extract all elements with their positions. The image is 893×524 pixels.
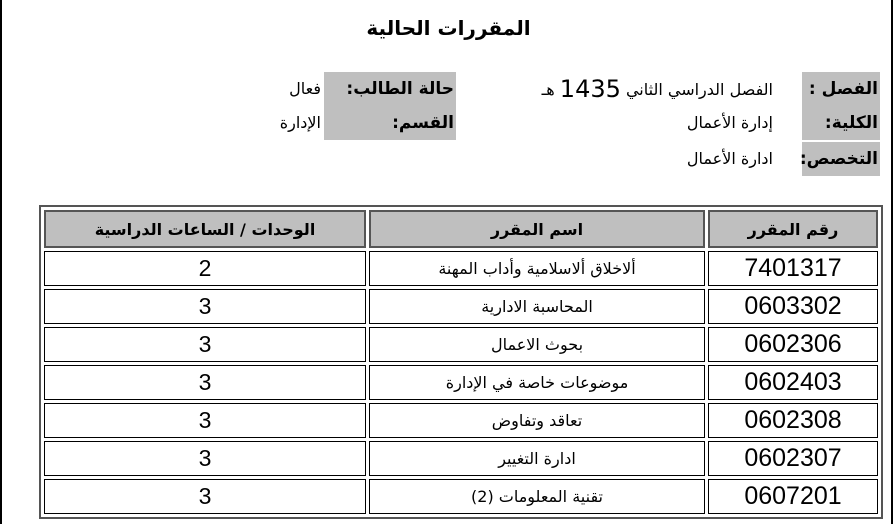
course-hours: 3 [44, 365, 366, 400]
course-name: تقنية المعلومات (2) [369, 479, 705, 514]
course-code: 0602307 [708, 441, 878, 476]
department-label: القسم: [324, 106, 456, 140]
course-code: 0602306 [708, 327, 878, 362]
student-info [2, 72, 893, 192]
status-value: فعال [289, 79, 321, 98]
table-row [44, 479, 878, 514]
semester-year: 1435 [559, 75, 621, 103]
header-course-code: رقم المقرر [708, 210, 878, 248]
course-code: 7401317 [708, 251, 878, 286]
table-row [44, 365, 878, 400]
course-hours: 3 [44, 327, 366, 362]
table-row [44, 289, 878, 324]
header-course-hours: الوحدات / الساعات الدراسية [44, 210, 366, 248]
course-name: تعاقد وتفاوض [369, 403, 705, 438]
table-row [44, 327, 878, 362]
table-row [44, 441, 878, 476]
courses-table [39, 205, 883, 519]
major-label: التخصص: [802, 142, 880, 176]
course-hours: 3 [44, 403, 366, 438]
course-hours: 2 [44, 251, 366, 286]
course-name: بحوث الاعمال [369, 327, 705, 362]
status-label: حالة الطالب: [324, 72, 456, 106]
table-row [44, 251, 878, 286]
semester-label: الفصل : [802, 72, 880, 106]
course-code: 0602308 [708, 403, 878, 438]
course-name: ادارة التغيير [369, 441, 705, 476]
course-hours: 3 [44, 479, 366, 514]
table-row [44, 403, 878, 438]
course-hours: 3 [44, 289, 366, 324]
course-hours: 3 [44, 441, 366, 476]
page-title: المقررات الحالية [366, 16, 531, 40]
semester-text: الفصل الدراسي الثاني [625, 80, 773, 99]
semester-suffix: هـ [541, 80, 555, 99]
college-label: الكلية: [802, 106, 880, 140]
course-code: 0602403 [708, 365, 878, 400]
department-value: الإدارة [279, 113, 321, 132]
header-course-name: اسم المقرر [369, 210, 705, 248]
major-value: ادارة الأعمال [686, 149, 773, 168]
semester-value [542, 72, 773, 107]
table-header-row [44, 210, 878, 248]
course-name: ألاخلاق ألاسلامية وأداب المهنة [369, 251, 705, 286]
course-code: 0603302 [708, 289, 878, 324]
college-value: إدارة الأعمال [686, 113, 773, 132]
course-name: موضوعات خاصة في الإدارة [369, 365, 705, 400]
course-name: المحاسبة الادارية [369, 289, 705, 324]
course-code: 0607201 [708, 479, 878, 514]
